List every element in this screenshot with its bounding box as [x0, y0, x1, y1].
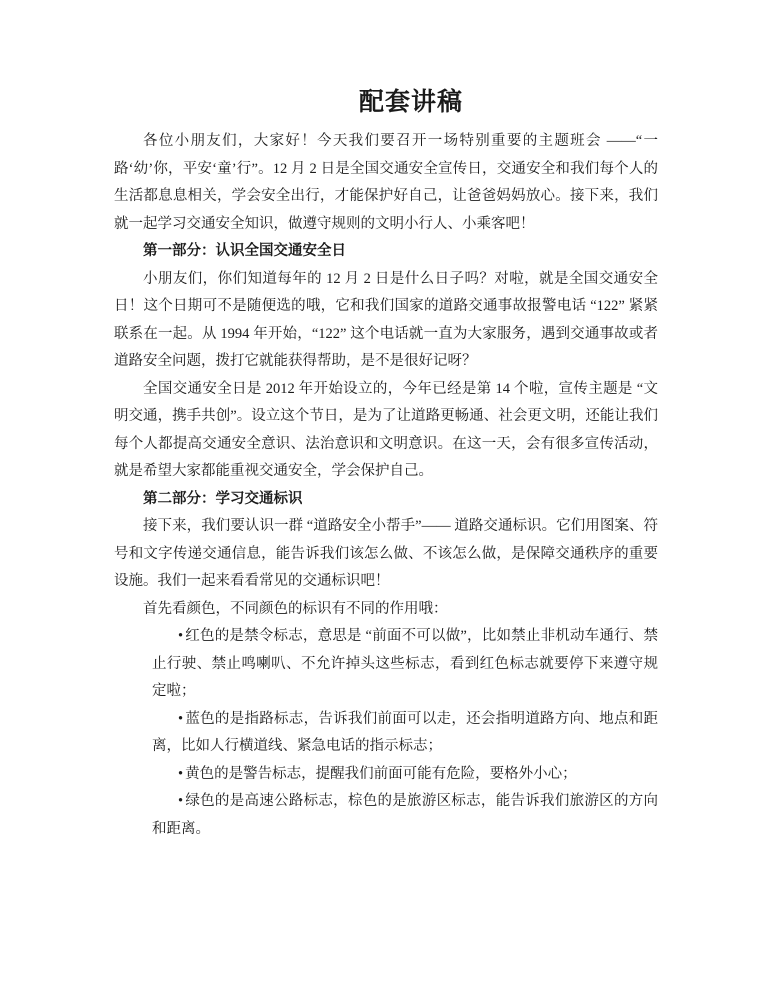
- paragraph-part1-1: 小朋友们，你们知道每年的 12 月 2 日是什么日子吗？对啦，就是全国交通安全日！这个日期可不是随便选的哦，它和我们国家的道路交通事故报警电话 “122” 紧紧联系在一起。从 1994 年开始，“122” 这个电话就一直为大家服务，遇到交通事故或者道路安全问题，拨打它就能获得帮助，是不是很好记呀？: [114, 270, 658, 369]
- bullet-text-red: 红色的是禁令标志，意思是 “前面不可以做”，比如禁止非机动车通行、禁止行驶、禁止鸣喇叭、不允许掉头这些标志，看到红色标志就要停下来遵守规定啦；: [152, 628, 658, 699]
- paragraph-intro: 各位小朋友们，大家好！今天我们要召开一场特别重要的主题班会 ——“一路‘幼’你，平安‘童’行”。12 月 2 日是全国交通安全宣传日，交通安全和我们每个人的生活都息息相关，学会安全出行，才能保护好自己，让爸爸妈妈放心。接下来，我们就一起学习交通安全知识，做遵守规则的文明小行人、小乘客吧！: [114, 133, 658, 232]
- bullet-yellow-warning-signs: [152, 761, 658, 789]
- bullet-text-green: 绿色的是高速公路标志，棕色的是旅游区标志，能告诉我们旅游区的方向和距离。: [152, 793, 658, 837]
- bullet-red-prohibition-signs: [152, 623, 658, 706]
- paragraph-part1-2: 全国交通安全日是 2012 年开始设立的，今年已经是第 14 个啦，宣传主题是 “文明交通，携手共创”。设立这个节日，是为了让道路更畅通、社会更文明，还能让我们每个人都提高交通安全意识、法治意识和文明意识。在这一天，会有很多宣传活动，就是希望大家都能重视交通安全，学会保护自己。: [114, 380, 658, 479]
- bullet-dot-icon: •: [178, 765, 184, 782]
- paragraph-part2-2: 首先看颜色，不同颜色的标识有不同的作用哦：: [143, 600, 448, 617]
- heading-part2: 第二部分：学习交通标识: [143, 490, 303, 507]
- bullet-text-yellow: 黄色的是警告标志，提醒我们前面可能有危险，要格外小心；: [185, 765, 577, 782]
- page-title: 配套讲稿: [358, 89, 463, 116]
- document-body: [114, 128, 658, 843]
- paragraph-part2-1: 接下来，我们要认识一群 “道路安全小帮手”—— 道路交通标识。它们用图案、符号和文字传递交通信息，能告诉我们该怎么做、不该怎么做，是保障交通秩序的重要设施。我们一起来看看常见的交通标识吧！: [114, 518, 658, 589]
- bullet-blue-guide-signs: [152, 706, 658, 761]
- bullet-text-blue: 蓝色的是指路标志，告诉我们前面可以走，还会指明道路方向、地点和距离，比如人行横道线、紧急电话的指示标志；: [152, 710, 658, 754]
- bullet-green-brown-signs: [152, 788, 658, 843]
- bullet-dot-icon: •: [178, 710, 184, 727]
- bullet-dot-icon: •: [178, 793, 184, 809]
- heading-part1: 第一部分：认识全国交通安全日: [143, 243, 346, 259]
- bullet-dot-icon: •: [178, 628, 184, 644]
